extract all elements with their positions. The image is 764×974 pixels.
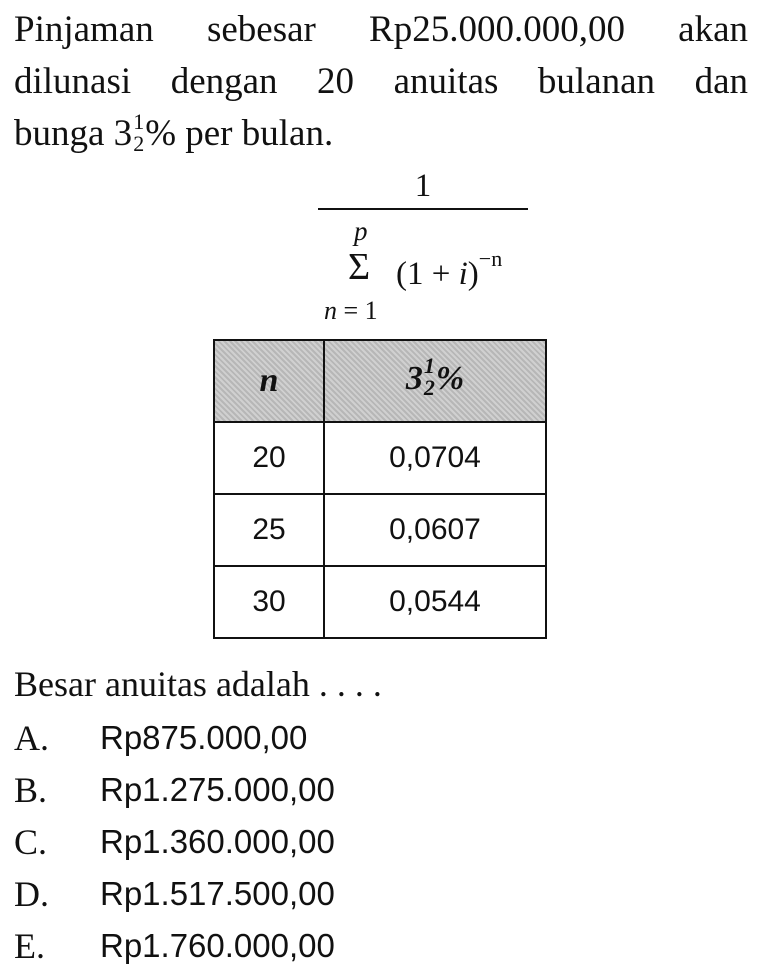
problem-line-3 <box>14 108 748 160</box>
option-letter: A. <box>14 718 49 758</box>
option-a[interactable] <box>14 712 335 764</box>
sum-lower-limit <box>324 296 378 326</box>
option-letter: E. <box>14 926 45 966</box>
sum-lower-limit-value: = 1 <box>337 296 378 325</box>
table-header-rate-int: 3 <box>405 359 423 397</box>
table-header-rate-denominator: 2 <box>423 375 435 400</box>
interest-fraction-denominator: 2 <box>133 130 145 156</box>
table-row <box>214 422 546 494</box>
table-header-rate-percent: % <box>435 359 465 397</box>
option-value: Rp875.000,00 <box>100 719 308 756</box>
annuity-table <box>213 339 547 639</box>
problem-line-3-suffix: % per bulan. <box>145 113 334 154</box>
option-letter: D. <box>14 874 49 914</box>
problem-statement <box>14 4 748 160</box>
question-text: Besar anuitas adalah . . . . <box>14 664 382 704</box>
table-cell-value: 0,0544 <box>324 566 546 638</box>
table-row <box>214 566 546 638</box>
sum-expression-exponent: −n <box>478 246 503 271</box>
formula-numerator: 1 <box>414 168 432 204</box>
table-header-rate-fraction <box>424 355 435 399</box>
sigma-symbol: Σ <box>348 246 371 288</box>
option-d[interactable] <box>14 868 335 920</box>
option-e[interactable] <box>14 920 335 972</box>
problem-line-3-prefix: bunga 3 <box>14 113 133 154</box>
option-value: Rp1.360.000,00 <box>100 823 335 860</box>
formula-denominator <box>318 210 528 325</box>
option-letter: C. <box>14 822 48 862</box>
sum-lower-limit-variable: n <box>324 296 337 325</box>
sum-expression <box>396 246 503 293</box>
option-letter: B. <box>14 770 48 810</box>
interest-fraction-numerator: 1 <box>133 108 145 134</box>
table-cell-value: 0,0704 <box>324 422 546 494</box>
answer-options <box>14 712 335 972</box>
table-header-row <box>214 340 546 422</box>
option-b[interactable] <box>14 764 335 816</box>
table-header-n: n <box>214 340 324 422</box>
interest-fraction <box>133 108 145 156</box>
problem-line-2: dilunasi dengan 20 anuitas bulanan dan <box>14 61 748 102</box>
option-value: Rp1.275.000,00 <box>100 771 335 808</box>
annuity-formula <box>318 168 528 325</box>
problem-line-1: Pinjaman sebesar Rp25.000.000,00 akan <box>14 9 748 50</box>
sum-expression-close: ) <box>467 256 479 292</box>
sum-upper-limit: p <box>354 216 368 246</box>
sum-expression-base: (1 + <box>396 256 459 292</box>
table-header-rate-numerator: 1 <box>423 353 435 378</box>
table-header-rate <box>324 340 546 422</box>
option-c[interactable] <box>14 816 335 868</box>
table-cell-n: 20 <box>214 422 324 494</box>
sum-expression-variable: i <box>458 256 468 292</box>
table-cell-n: 25 <box>214 494 324 566</box>
table-cell-value: 0,0607 <box>324 494 546 566</box>
table-cell-n: 30 <box>214 566 324 638</box>
option-value: Rp1.760.000,00 <box>100 927 335 964</box>
table-row <box>214 494 546 566</box>
option-value: Rp1.517.500,00 <box>100 875 335 912</box>
